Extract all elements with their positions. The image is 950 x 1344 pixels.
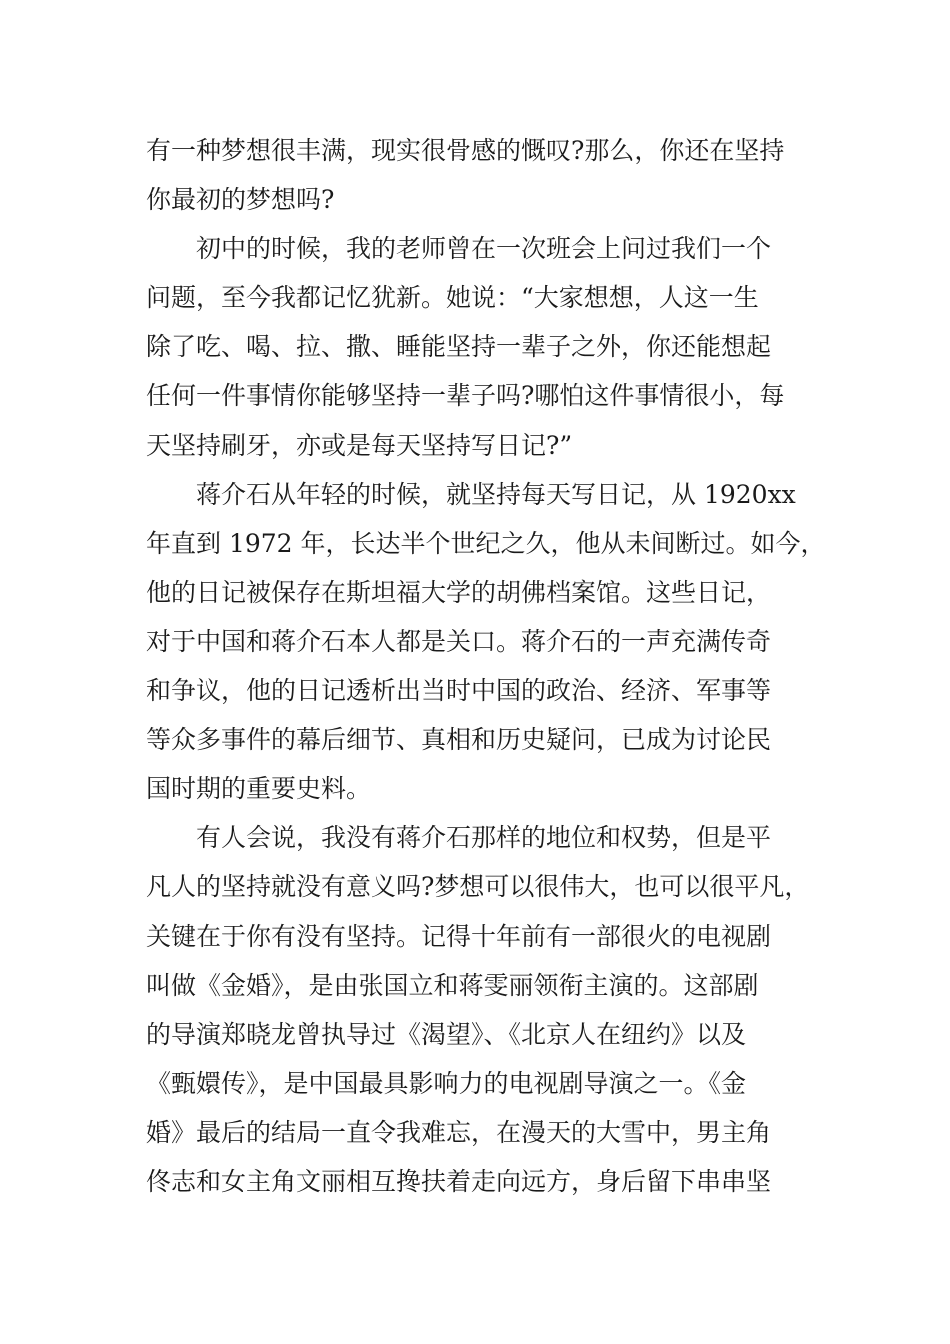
text-line: 天坚持刷牙，亦或是每天坚持写日记?” [146,430,573,460]
body-text [146,126,826,1206]
text-line: 有一种梦想很丰满，现实很骨感的慨叹?那么，你还在坚持 [146,136,785,165]
text-line: 和争议，他的日记透析出当时中国的政治、经济、军事等 [146,676,772,706]
text-line: 佟志和女主角文丽相互搀扶着走向远方，身后留下串串坚 [146,1166,772,1196]
paragraph-first-line: 蒋介石从年轻的时候，就坚持每天写日记，从 1920xx [196,479,796,509]
text-line: 对于中国和蒋介石本人都是关口。蒋介石的一声充满传奇 [146,626,772,656]
text-line: 婚》最后的结局一直令我难忘，在漫天的大雪中，男主角 [146,1117,772,1147]
paragraph-first-line: 初中的时候，我的老师曾在一次班会上问过我们一个 [196,234,772,264]
paragraph-first-line: 有人会说，我没有蒋介石那样的地位和权势，但是平 [196,823,772,853]
text-line: 任何一件事情你能够坚持一辈子吗?哪怕这件事情很小，每 [146,381,785,411]
text-line: 你最初的梦想吗? [146,185,335,215]
text-line: 《甄嬛传》，是中国最具影响力的电视剧导演之一。《金 [146,1068,747,1098]
text-line: 叫做《金婚》，是由张国立和蒋雯丽领衔主演的。这部剧 [146,970,759,1000]
text-line: 国时期的重要史料。 [146,774,372,804]
text-line: 他的日记被保存在斯坦福大学的胡佛档案馆。这些日记， [146,577,772,607]
text-line: 凡人的坚持就没有意义吗?梦想可以很伟大，也可以很平凡， [146,872,810,902]
text-line: 问题，至今我都记忆犹新。她说：“大家想想，人这一生 [146,283,759,313]
text-line: 的导演郑晓龙曾执导过《渴望》、《北京人在纽约》以及 [146,1019,747,1049]
text-line: 年直到 1972 年，长达半个世纪之久，他从未间断过。如今， [146,528,826,558]
text-line: 等众多事件的幕后细节、真相和历史疑问，已成为讨论民 [146,725,772,755]
text-line: 关键在于你有没有坚持。记得十年前有一部很火的电视剧 [146,921,772,951]
text-line: 除了吃、喝、拉、撒、睡能坚持一辈子之外，你还能想起 [146,332,772,362]
